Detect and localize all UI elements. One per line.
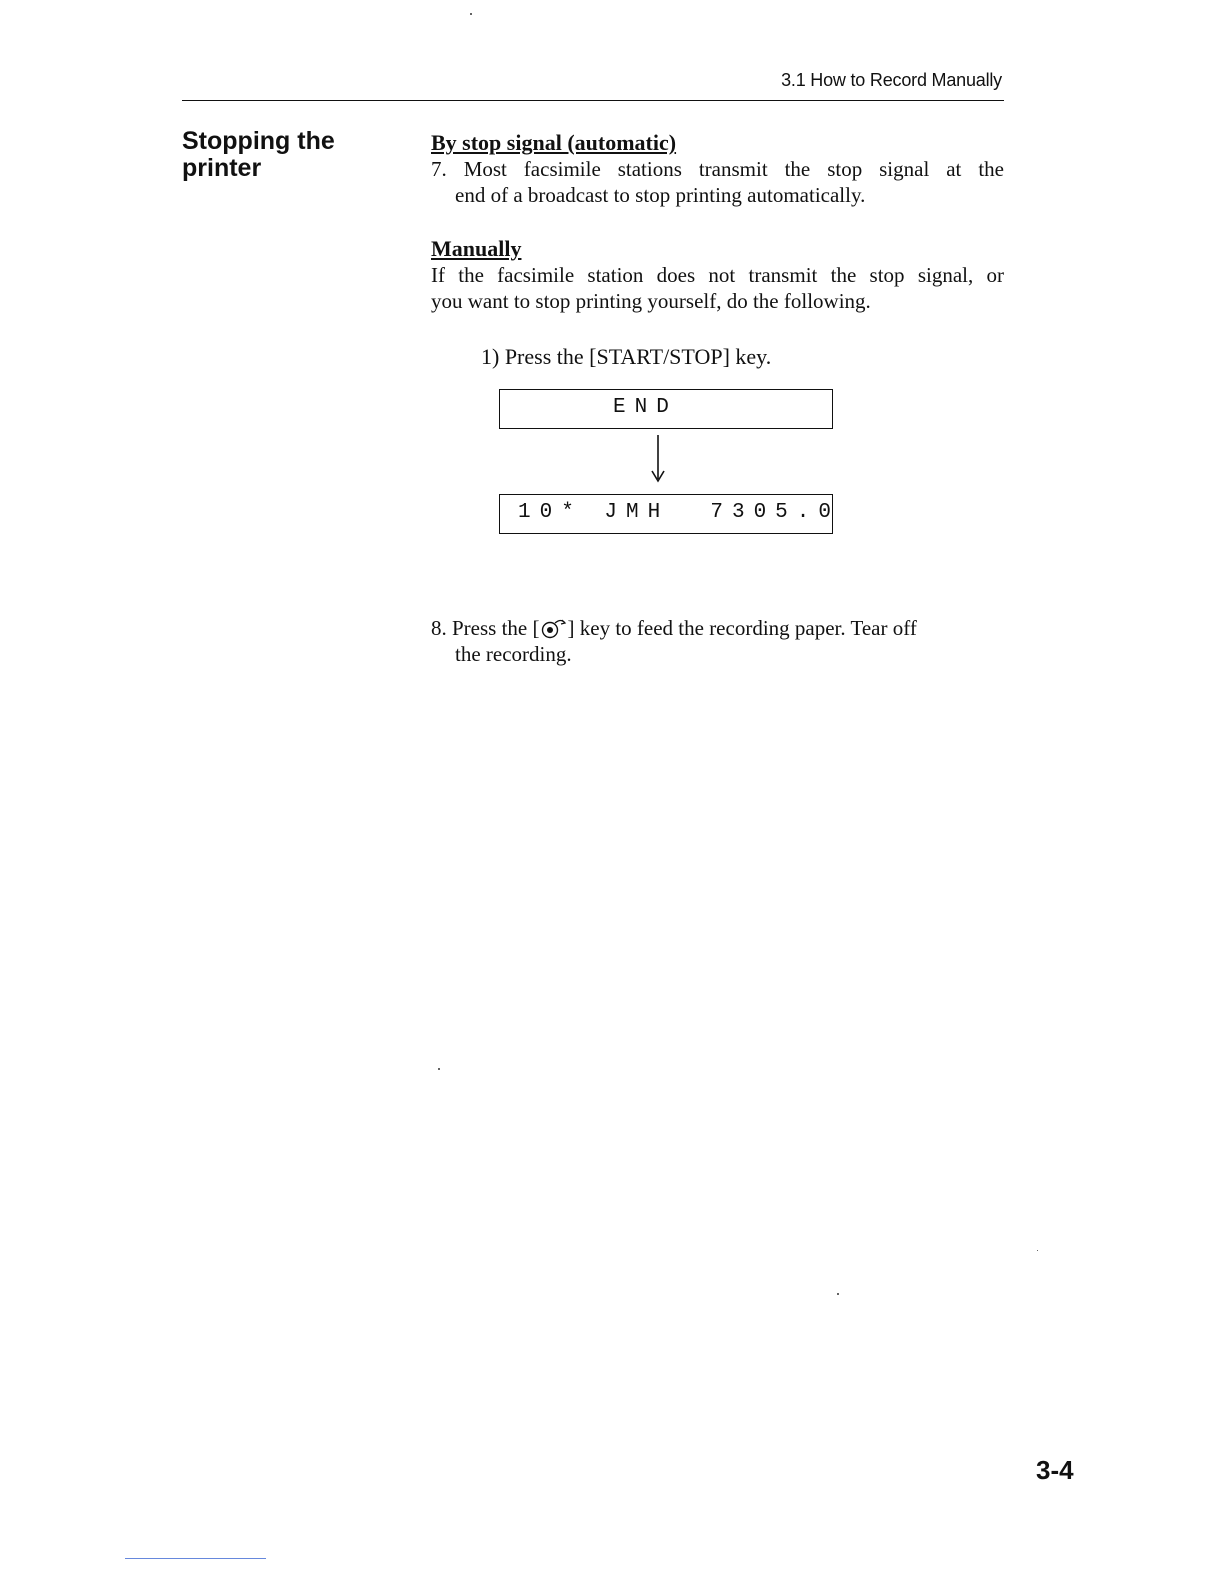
scan-speck xyxy=(1037,1250,1038,1251)
page-number: 3-4 xyxy=(1036,1455,1074,1485)
paper-feed-icon xyxy=(540,617,568,639)
lcd-display-status xyxy=(499,494,840,534)
manual-intro-line-1: If the facsimile station does not transmit the stop signal, or xyxy=(431,263,1004,287)
down-arrow-icon xyxy=(646,435,670,483)
lcd-status-left: 10* JMH xyxy=(518,501,670,524)
running-header: 3.1 How to Record Manually xyxy=(781,70,1002,90)
manual-stop-section xyxy=(431,236,1004,314)
step-8-prefix: 8. Press the [ xyxy=(431,616,540,640)
side-heading-line-2: printer xyxy=(182,154,262,182)
side-heading-line-1: Stopping the xyxy=(182,127,335,155)
auto-stop-section xyxy=(431,130,1004,208)
lcd-display-end xyxy=(499,389,833,429)
step-7-line-1: 7. Most facsimile stations transmit the stop signal at the xyxy=(431,157,1004,181)
scan-speck xyxy=(837,1293,839,1295)
lcd-status-right: 7305.0 xyxy=(710,501,840,524)
footer-rule xyxy=(125,1558,266,1559)
step-7-line-2: end of a broadcast to stop printing automatically. xyxy=(455,183,866,207)
step-8-suffix: ] key to feed the recording paper. Tear off xyxy=(567,616,917,640)
manual-intro-line-2: you want to stop printing yourself, do the following. xyxy=(431,289,871,313)
step-8-line-1 xyxy=(431,615,1004,641)
header-rule xyxy=(182,100,1004,101)
scan-speck xyxy=(438,1068,440,1070)
section-side-heading xyxy=(182,128,412,182)
lcd-end-text: END xyxy=(613,396,678,419)
manual-stop-heading: Manually xyxy=(431,236,522,261)
step-8 xyxy=(431,615,1004,667)
step-8-line-2: the recording. xyxy=(455,642,572,666)
auto-stop-heading: By stop signal (automatic) xyxy=(431,130,677,155)
substep-1: 1) Press the [START/STOP] key. xyxy=(481,344,772,369)
scan-speck xyxy=(470,13,472,15)
